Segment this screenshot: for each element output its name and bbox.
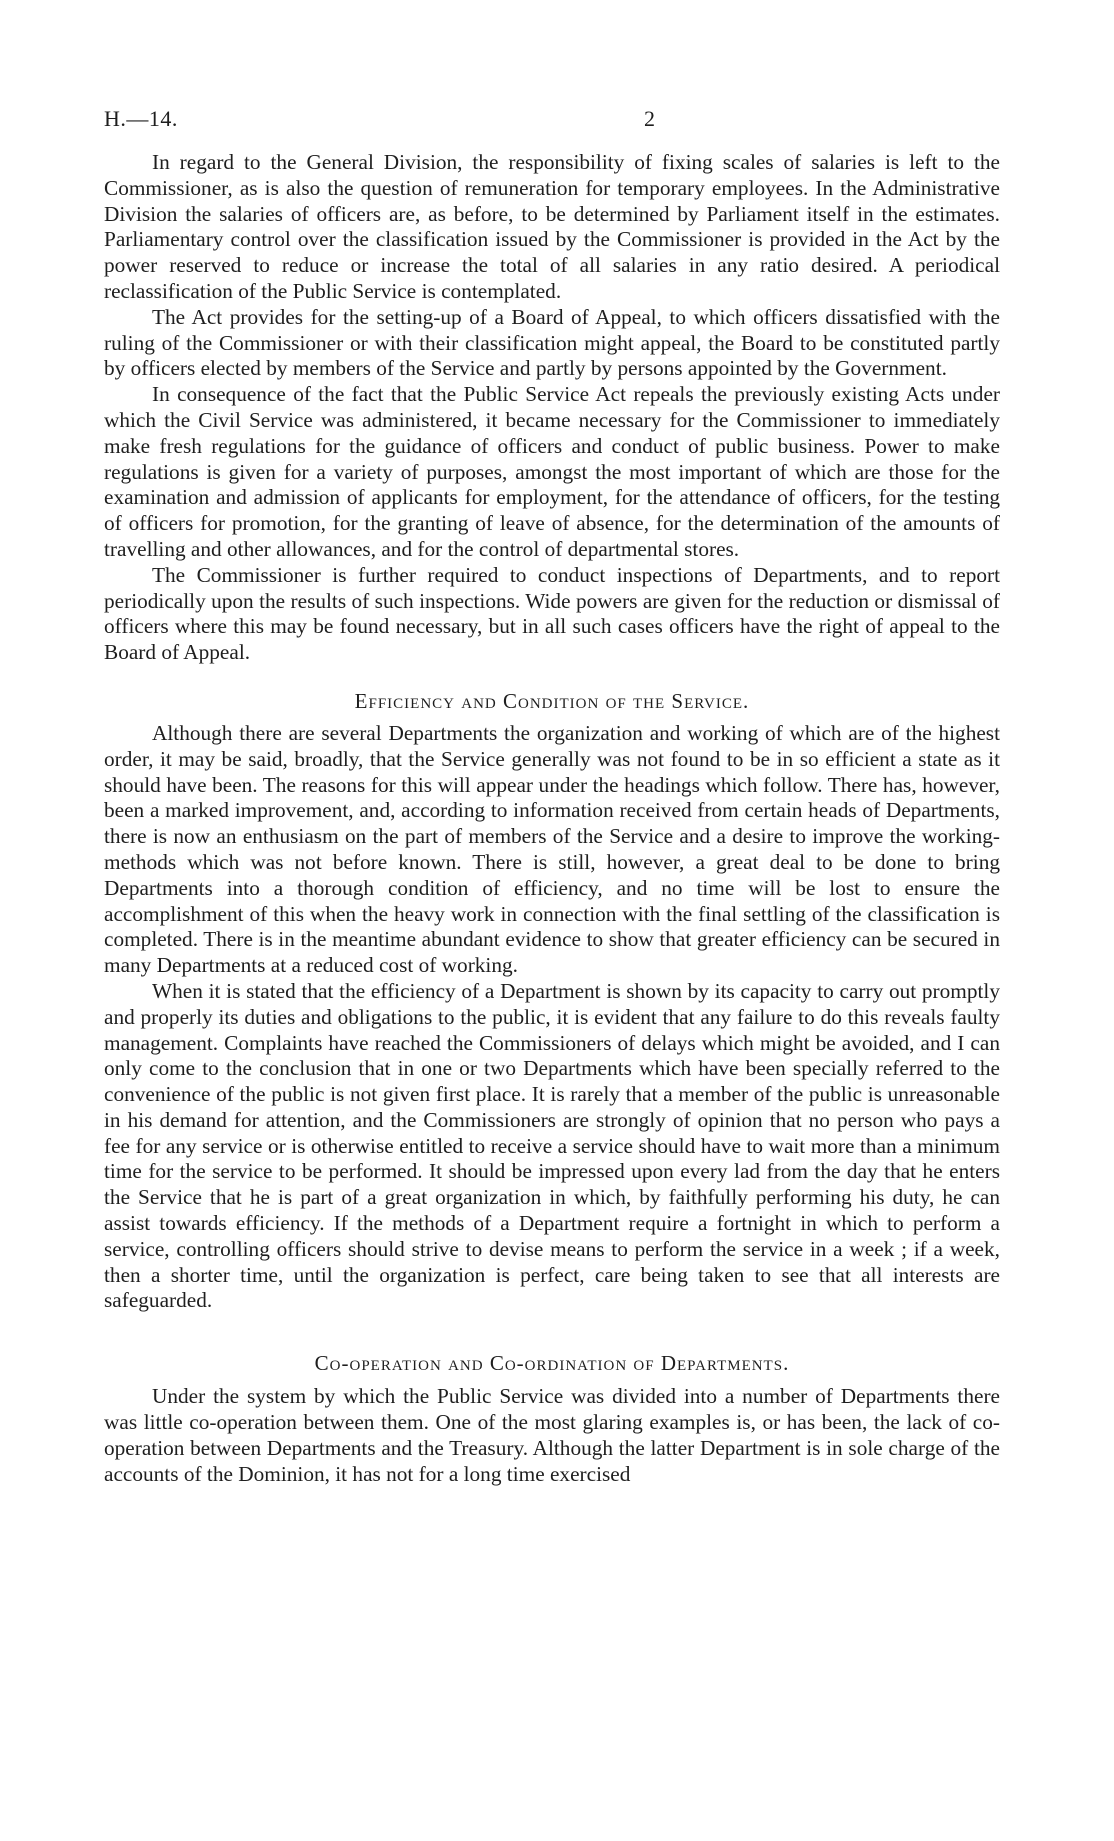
paragraph-efficiency-state: Although there are several Departments the organization and working of which are of the highest order, it may be said, broadly, that the Service generally was not found to be in so efficient a state as it should have been. The reasons for this will appear under the headings which follow. There has, however, been a marked improvement, and, according to information received from certain heads of Departments, there is now an enthusiasm on the part of members of the Service and a desire to improve the working-methods which was not before known. There is still, however, a great deal to be done to bring Departments into a thorough condition of efficiency, and no time will be lost to ensure the accomplishment of this when the heavy work in connection with the final settling of the classification is completed. There is in the meantime abundant evidence to show that greater efficiency can be secured in many Departments at a reduced cost of working. [104, 720, 1000, 978]
section-heading-efficiency: Efficiency and Condition of the Service. [354, 688, 750, 713]
paragraph-inspections: The Commissioner is further required to conduct inspections of Departments, and to report periodically upon the results of such inspections. Wide powers are given for the reduction or dismissal of officers where this may be found necessary, but in all such cases officers have the right of appeal to the Board of Appeal. [104, 562, 1000, 665]
section-efficiency [104, 688, 1000, 1314]
paragraph-general-division: In regard to the General Division, the responsibility of fixing scales of salaries is left to the Commissioner, as is also the question of remuneration for temporary employees. In the Administrative Division the salaries of officers are, as before, to be determined by Parliament itself in the estimates. Parliamentary control over the classification issued by the Commissioner is provided in the Act by the power reserved to reduce or increase the total of all salaries in any ratio desired. A periodical reclassification of the Public Service is contemplated. [104, 150, 1000, 303]
page-header [104, 106, 1000, 136]
section-cooperation [104, 1350, 1000, 1487]
paragraph-regulations: In consequence of the fact that the Public Service Act repeals the previously existing Acts under which the Civil Service was administered, it became necessary for the Commissioner to immediately make fresh regulations for the guidance of officers and conduct of public business. Power to make regulations is given for a variety of purposes, amongst the most important of which are those for the examination and admission of applicants for employment, for the attendance of officers, for the testing of officers for promotion, for the granting of leave of absence, for the determination of the amounts of travelling and other allowances, and for the control of departmental stores. [104, 382, 1000, 561]
paragraph-cooperation: Under the system by which the Public Service was divided into a number of Departments there was little co-operation between them. One of the most glaring examples is, or has been, the lack of co-operation between Departments and the Treasury. Although the latter Department is in sole charge of the accounts of the Dominion, it has not for a long time exercised [104, 1384, 1000, 1486]
page-number: 2 [644, 106, 655, 131]
section-board-and-regulations [104, 150, 1000, 666]
section-heading-cooperation: Co-operation and Co-ordination of Departments. [314, 1351, 790, 1376]
body-text [104, 150, 1000, 1487]
paragraph-board-of-appeal: The Act provides for the setting-up of a Board of Appeal, to which officers dissatisfied with the ruling of the Commissioner or with their classification might appeal, the Board to be constituted partly by officers elected by members of the Service and partly by persons appointed by the Government. [104, 304, 1000, 381]
paragraph-efficiency-public: When it is stated that the efficiency of a Department is shown by its capacity to carry out promptly and properly its duties and obligations to the public, it is evident that any failure to do this reveals faulty management. Complaints have reached the Commissioners of delays which might be avoided, and I can only come to the conclusion that in one or two Departments which have been specially referred to the convenience of the public is not given first place. It is rarely that a member of the public is unreasonable in his demand for attention, and the Commissioners are strongly of opinion that no person who pays a fee for any service or is otherwise entitled to receive a service should have to wait more than a minimum time for the service to be performed. It should be impressed upon every lad from the day that he enters the Service that he is part of a great organization in which, by faithfully performing his duty, he can assist towards efficiency. If the methods of a Department require a fortnight in which to perform a service, controlling officers should strive to devise means to perform the service in a week ; if a week, then a shorter time, until the organization is perfect, care being taken to see that all interests are safeguarded. [104, 978, 1000, 1313]
document-reference: H.—14. [104, 106, 178, 131]
